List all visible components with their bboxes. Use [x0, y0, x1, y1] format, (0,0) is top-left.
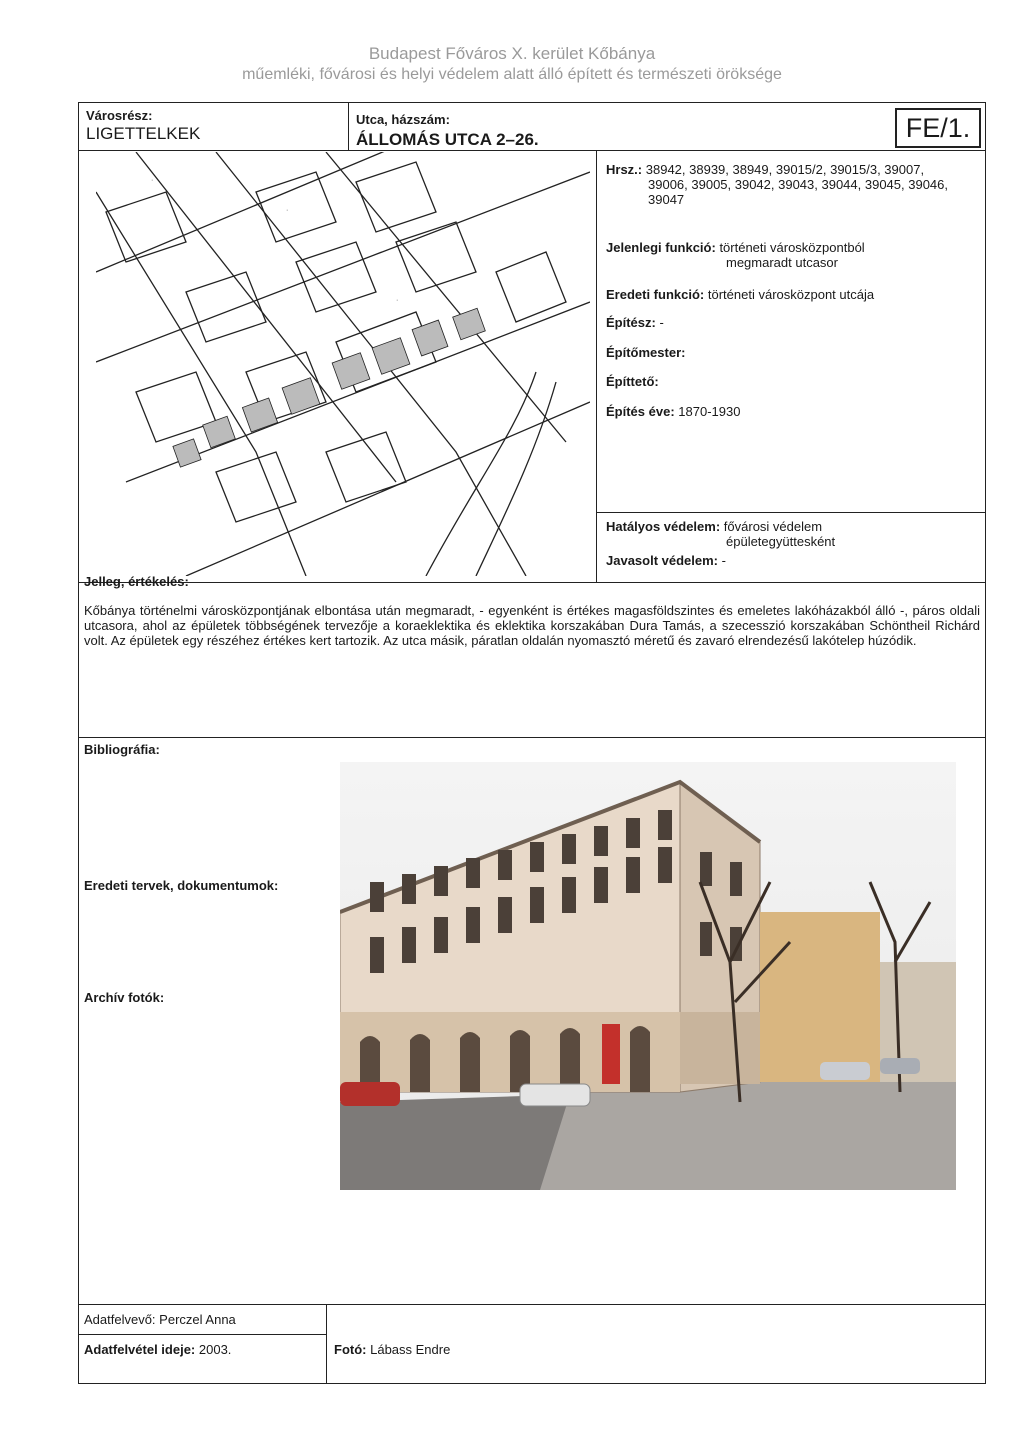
architect	[606, 315, 664, 330]
building-photo	[340, 762, 956, 1190]
year-value: 1870-1930	[678, 404, 741, 419]
builder	[606, 345, 685, 360]
current-function-value-2: megmaradt utcasor	[726, 255, 838, 270]
photo-credit-value: Lábass Endre	[370, 1342, 451, 1357]
divider	[596, 150, 597, 582]
hrsz-label: Hrsz.:	[606, 162, 643, 177]
recorder	[84, 1312, 236, 1327]
recorder-value: Perczel Anna	[159, 1312, 236, 1327]
divider	[78, 582, 986, 583]
district-value: LIGETTELKEK	[86, 124, 201, 143]
divider	[78, 1304, 986, 1305]
header-title: Budapest Főváros X. kerület Kőbánya	[368, 44, 656, 63]
divider	[348, 102, 349, 150]
divider	[78, 150, 986, 151]
construction-year	[606, 404, 740, 419]
district-label: Városrész:	[86, 108, 153, 123]
svg-text:·: ·	[286, 207, 289, 214]
current-function-label: Jelenlegi funkció:	[606, 240, 716, 255]
proposed-label: Javasolt védelem:	[606, 553, 719, 568]
original-function-label: Eredeti funkció:	[606, 287, 705, 302]
header-subtitle: műemléki, fővárosi és helyi védelem alatt álló épített és természeti öröksége	[242, 66, 782, 83]
hrsz-line: 38942, 38939, 38949, 39015/2, 39015/3, 39007,	[645, 162, 925, 177]
client	[606, 374, 659, 389]
protection	[606, 519, 835, 549]
hrsz-block	[606, 162, 948, 207]
character-label: Jelleg, értékelés:	[84, 574, 189, 589]
photo-credit	[334, 1342, 450, 1357]
current-function	[606, 240, 865, 270]
record-date	[84, 1342, 231, 1357]
bibliography-label: Bibliográfia:	[84, 742, 160, 757]
protection-label: Hatályos védelem:	[606, 519, 721, 534]
proposed-protection	[606, 553, 726, 568]
year-label: Építés éve:	[606, 404, 675, 419]
builder-label: Építőmester:	[606, 345, 686, 360]
protection-value-2: épületegyüttesként	[726, 534, 836, 549]
character-text: Kőbánya történelmi városközpontjának elbontása után megmaradt, - egyenként is értékes magasföldszintes és emeletes lakóházakból álló -, páros oldali utcasora, ahol az épületek többségének tervezője a koraeklektika és eklektika korszakában Dura Tamás, a szecesszió korszakában Schöntheil Richárd volt. Az épületek egy részéhez értékes kert tartozik. Az utca másik, páratlan oldalán nyomasztó méretű és zavaró elrendezésű lakótelep húzódik.	[84, 603, 980, 648]
client-label: Építtető:	[606, 374, 659, 389]
divider	[78, 1334, 326, 1335]
divider	[596, 512, 986, 513]
divider	[78, 737, 986, 738]
original-function-value: történeti városközpont utcája	[707, 287, 875, 302]
site-map	[96, 152, 590, 576]
original-plans-label: Eredeti tervek, dokumentumok:	[84, 878, 279, 893]
svg-text:·: ·	[396, 297, 399, 304]
svg-text:·: ·	[151, 177, 154, 184]
archive-photos-label: Archív fotók:	[84, 990, 165, 1005]
current-function-value: történeti városközpontból	[719, 240, 865, 255]
record-code: FE/1.	[895, 108, 981, 148]
divider	[326, 1304, 327, 1384]
hrsz-line: 39006, 39005, 39042, 39043, 39044, 39045, 39046,	[648, 177, 949, 192]
architect-label: Építész:	[606, 315, 656, 330]
hrsz-line: 39047	[648, 192, 685, 207]
street-value: ÁLLOMÁS UTCA 2–26.	[356, 130, 539, 149]
protection-value: fővárosi védelem	[723, 519, 823, 534]
original-function	[606, 287, 874, 302]
record-date-value: 2003.	[198, 1342, 232, 1357]
recorder-label: Adatfelvevő:	[84, 1312, 156, 1327]
proposed-value: -	[721, 553, 726, 568]
photo-credit-label: Fotó:	[334, 1342, 367, 1357]
architect-value: -	[659, 315, 664, 330]
record-date-label: Adatfelvétel ideje:	[84, 1342, 196, 1357]
street-label: Utca, házszám:	[356, 112, 450, 127]
